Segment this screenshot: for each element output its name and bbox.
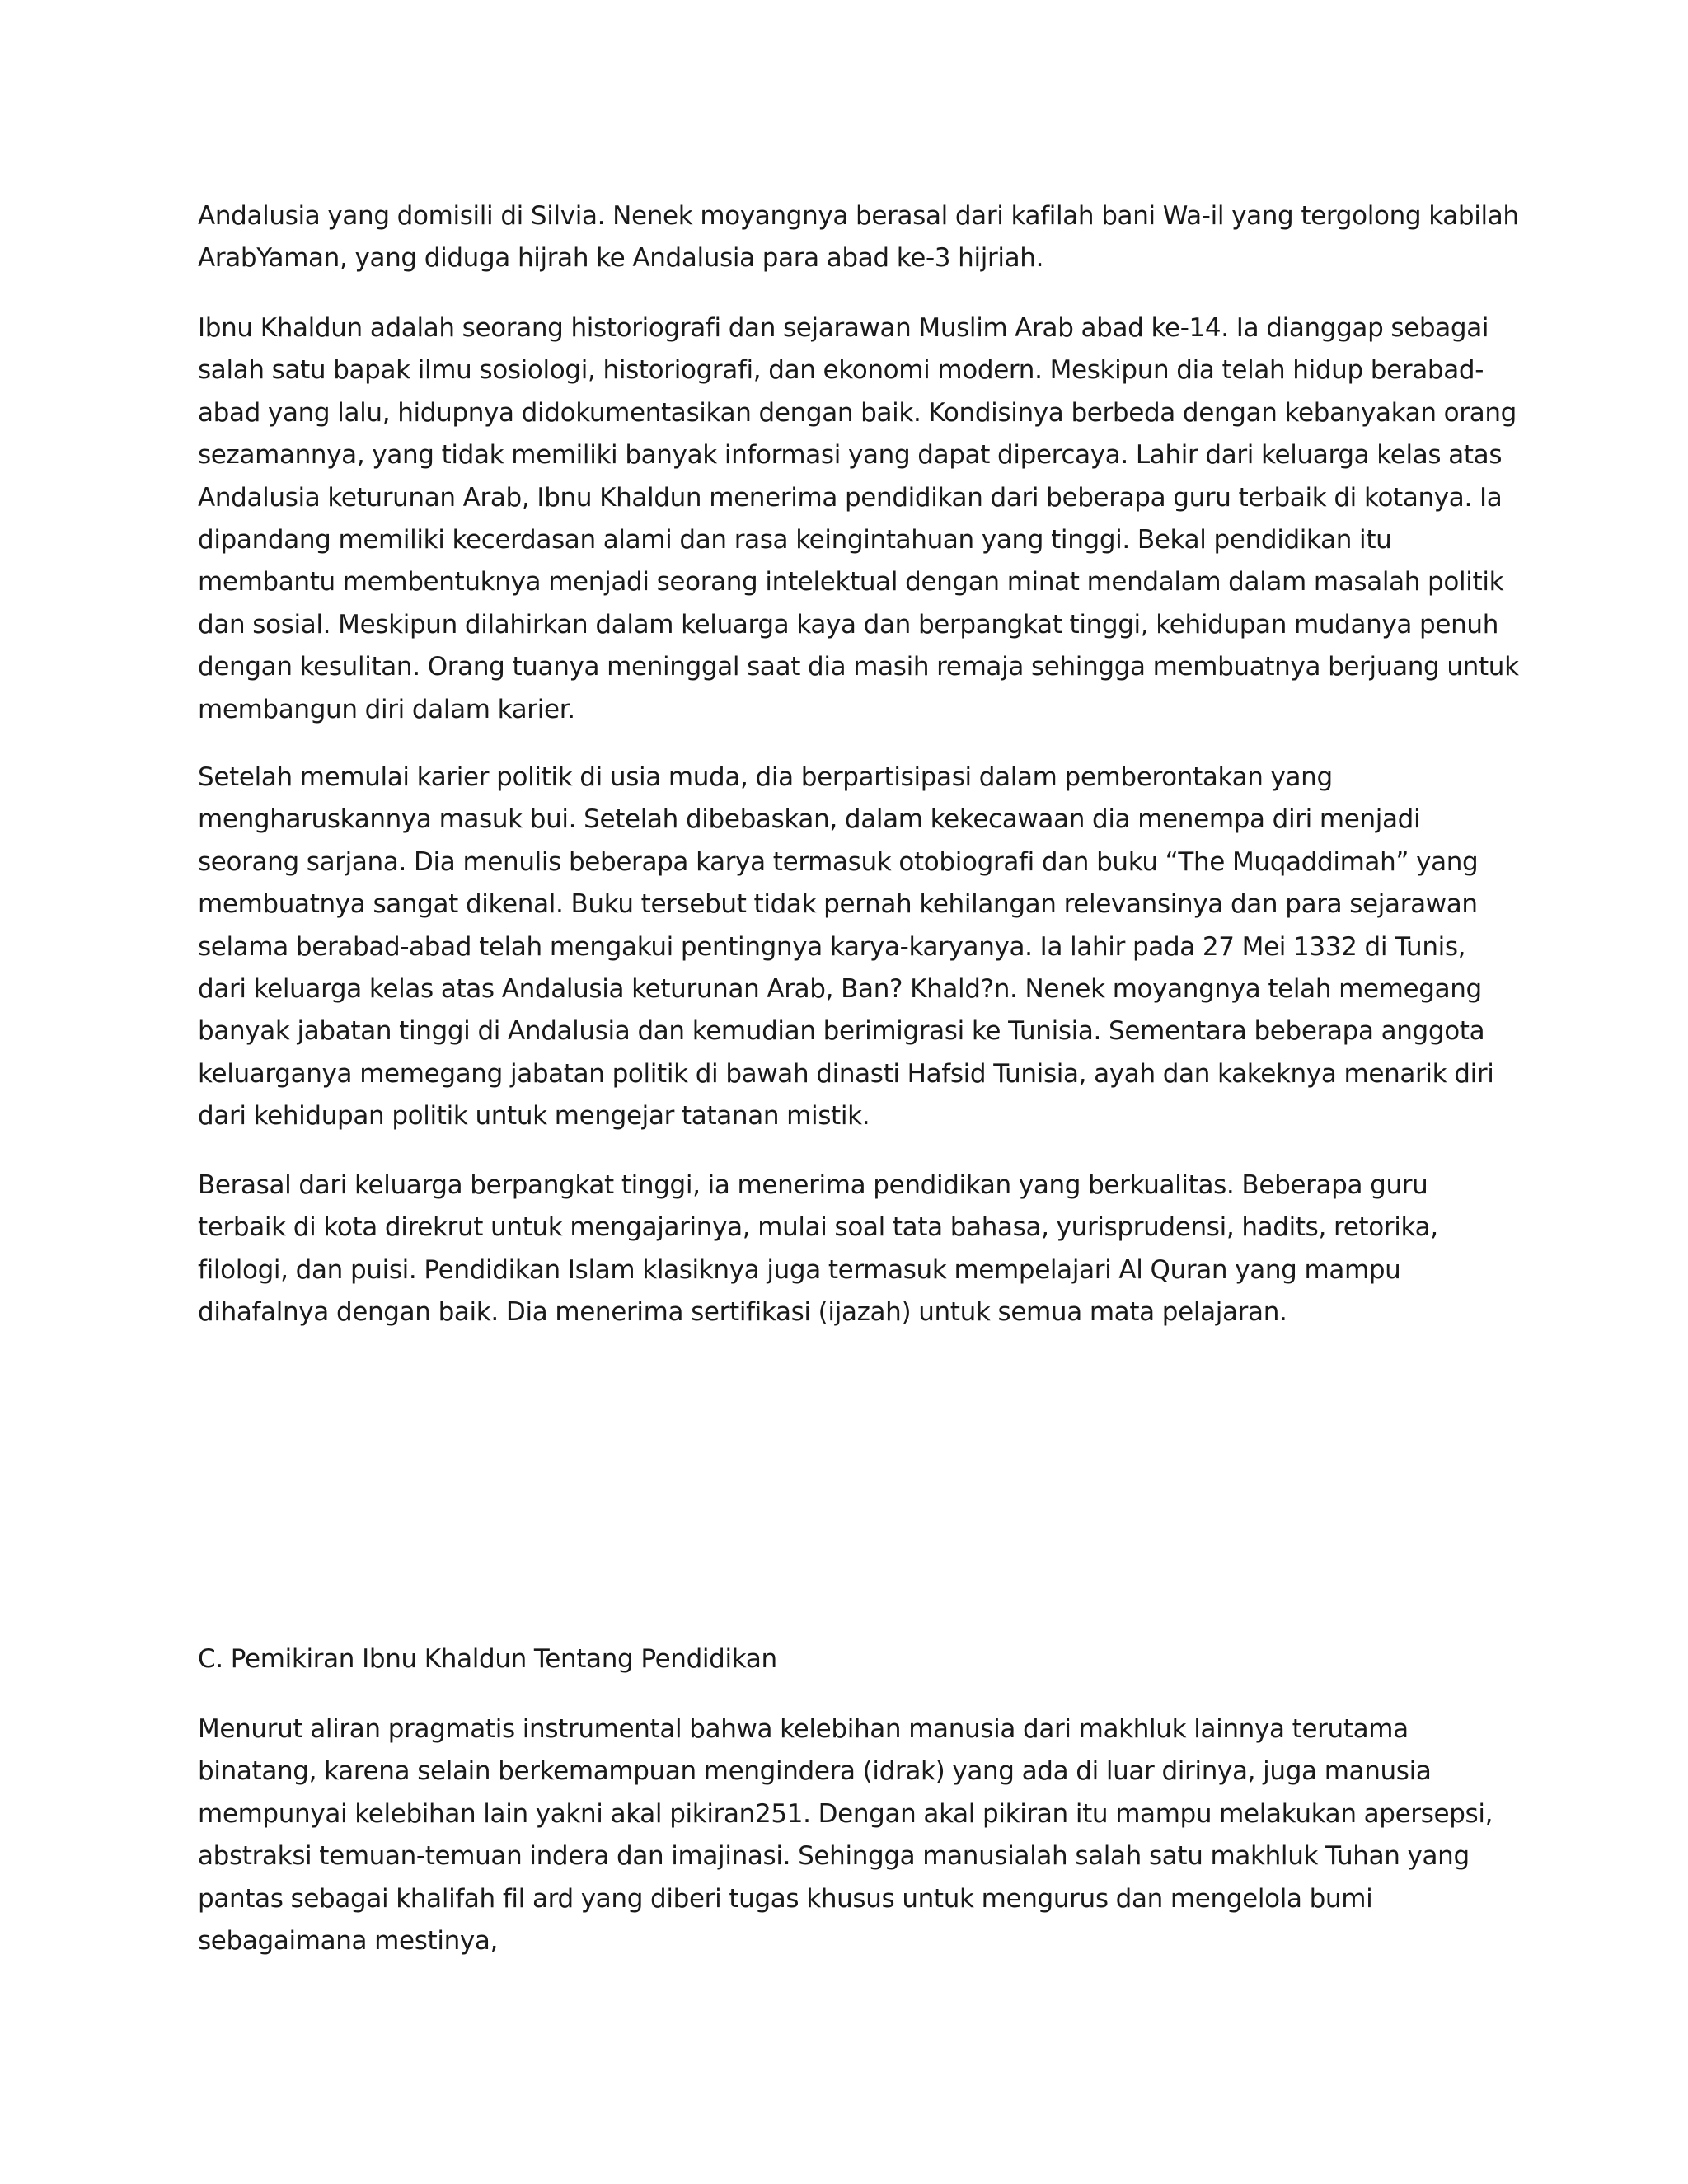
text-line: abstraksi temuan-temuan indera dan imajinasi. Sehingga manusialah salah satu makhluk Tuhan yang <box>198 1841 1470 1872</box>
text-line: Andalusia keturunan Arab, Ibnu Khaldun menerima pendidikan dari beberapa guru terbaik di kotanya. Ia <box>198 482 1503 513</box>
section-heading <box>198 1638 1500 1680</box>
text-line: Menurut aliran pragmatis instrumental bahwa kelebihan manusia dari makhluk lainnya terutama <box>198 1714 1409 1744</box>
paragraph-ancestry <box>198 195 1519 280</box>
text-line: selama berabad-abad telah mengakui pentingnya karya-karyanya. Ia lahir pada 27 Mei 1332 di Tunis, <box>198 931 1466 962</box>
text-line: ArabYaman, yang diduga hijrah ke Andalusia para abad ke-3 hijriah. <box>198 243 1044 274</box>
text-line: terbaik di kota direkrut untuk mengajarinya, mulai soal tata bahasa, yurisprudensi, hadits, retorika, <box>198 1212 1438 1243</box>
text-line: mempunyai kelebihan lain yakni akal pikiran251. Dengan akal pikiran itu mampu melakukan apersepsi, <box>198 1798 1493 1829</box>
text-line: seorang sarjana. Dia menulis beberapa karya termasuk otobiografi dan buku “The Muqaddimah” yang <box>198 846 1479 877</box>
text-line: sezamannya, yang tidak memiliki banyak informasi yang dapat dipercaya. Lahir dari keluarga kelas atas <box>198 440 1503 471</box>
text-line: dan sosial. Meskipun dilahirkan dalam keluarga kaya dan berpangkat tinggi, kehidupan mudanya penuh <box>198 609 1498 640</box>
text-line: Ibnu Khaldun adalah seorang historiografi dan sejarawan Muslim Arab abad ke-14. Ia dianggap sebagai <box>198 313 1489 343</box>
text-line: membangun diri dalam karier. <box>198 694 575 724</box>
text-line: C. Pemikiran Ibnu Khaldun Tentang Pendidikan <box>198 1644 777 1674</box>
text-line: dihafalnya dengan baik. Dia menerima sertifikasi (ijazah) untuk semua mata pelajaran. <box>198 1297 1287 1328</box>
text-line: dengan kesulitan. Orang tuanya meninggal saat dia masih remaja sehingga membuatnya berjuang untuk <box>198 652 1519 682</box>
text-line: mengharuskannya masuk bui. Setelah dibebaskan, dalam kekecawaan dia menempa diri menjadi <box>198 804 1421 835</box>
text-line: abad yang lalu, hidupnya didokumentasikan dengan baik. Kondisinya berbeda dengan kebanyakan orang <box>198 397 1517 428</box>
text-line: binatang, karena selain berkemampuan mengindera (idrak) yang ada di luar dirinya, juga manusia <box>198 1756 1432 1787</box>
text-line: Berasal dari keluarga berpangkat tinggi, ia menerima pendidikan yang berkualitas. Beberapa guru <box>198 1170 1428 1200</box>
text-line: Setelah memulai karier politik di usia muda, dia berpartisipasi dalam pemberontakan yang <box>198 762 1333 792</box>
text-line: banyak jabatan tinggi di Andalusia dan kemudian berimigrasi ke Tunisia. Sementara beberapa anggota <box>198 1016 1485 1047</box>
paragraph-career <box>198 757 1500 1138</box>
text-line: membantu membentuknya menjadi seorang intelektual dengan minat mendalam dalam masalah politik <box>198 567 1504 598</box>
text-line: dari keluarga kelas atas Andalusia keturunan Arab, Ban? Khald?n. Nenek moyangnya telah memegang <box>198 974 1482 1005</box>
text-line: Andalusia yang domisili di Silvia. Nenek moyangnya berasal dari kafilah bani Wa-il yang tergolong kabilah <box>198 201 1519 231</box>
text-line: dari kehidupan politik untuk mengejar tatanan mistik. <box>198 1101 870 1132</box>
text-line: sebagaimana mestinya, <box>198 1926 499 1957</box>
text-line: pantas sebagai khalifah fil ard yang diberi tugas khusus untuk mengurus dan mengelola bumi <box>198 1883 1373 1914</box>
paragraph-pragmatism <box>198 1708 1500 1962</box>
text-line: membuatnya sangat dikenal. Buku tersebut tidak pernah kehilangan relevansinya dan para sejarawan <box>198 889 1478 920</box>
text-line: filologi, dan puisi. Pendidikan Islam klasiknya juga termasuk mempelajari Al Quran yang mampu <box>198 1254 1401 1285</box>
text-line: salah satu bapak ilmu sosiologi, historiografi, dan ekonomi modern. Meskipun dia telah hidup berabad- <box>198 355 1484 386</box>
text-line: dipandang memiliki kecerdasan alami dan rasa keingintahuan yang tinggi. Bekal pendidikan itu <box>198 525 1392 555</box>
text-line: keluarganya memegang jabatan politik di bawah dinasti Hafsid Tunisia, ayah dan kakeknya menarik diri <box>198 1058 1494 1089</box>
paragraph-education <box>198 1165 1500 1334</box>
paragraph-biography <box>198 307 1519 731</box>
